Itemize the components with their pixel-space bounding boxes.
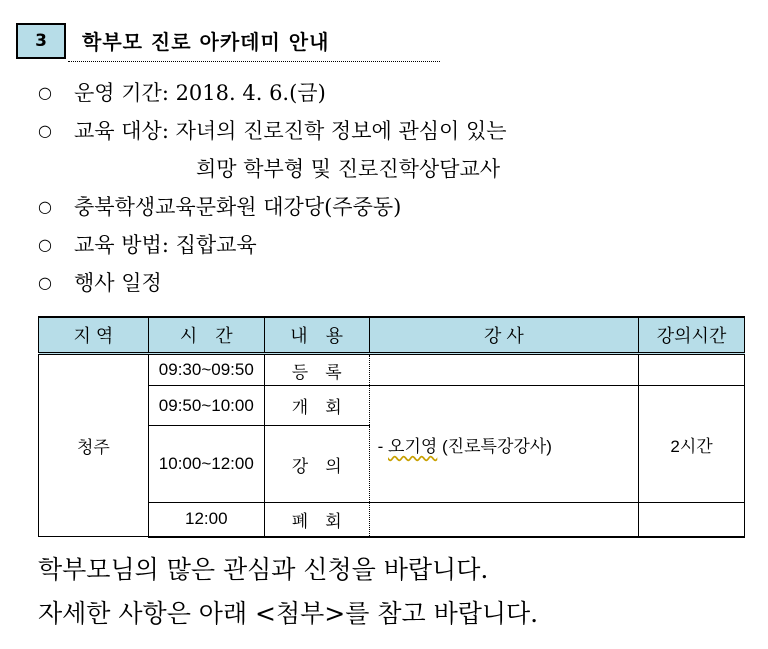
info-item-method [38,230,738,268]
header-instructor: 강 사 [369,317,639,354]
section-number: 3 [16,23,66,59]
info-text: 희망 학부형 및 진로진학상담교사 [196,157,501,181]
bullet-circle-icon: ○ [38,121,52,140]
info-text: 교육 대상: 자녀의 진로진학 정보에 관심이 있는 [74,119,507,143]
region-cell: 청주 [39,354,149,537]
info-item-target-continued [38,154,738,192]
time-cell: 12:00 [148,503,264,537]
bullet-circle-icon: ○ [38,235,52,254]
header-duration: 강의시간 [639,317,745,354]
info-text: 교육 방법: 집합교육 [74,233,257,257]
info-item-schedule [38,268,738,306]
bullet-circle-icon: ○ [38,83,52,102]
info-text: 행사 일정 [74,271,162,295]
info-text: 운영 기간: 2018. 4. 6.(금) [74,81,326,105]
closing-line: 자세한 사항은 아래 <첨부>를 참고 바랍니다. [38,599,539,628]
title-underline [68,61,440,62]
info-list [38,78,738,306]
time-cell: 09:30~09:50 [148,354,264,386]
duration-cell: 2시간 [639,386,745,503]
closing-message [38,548,538,636]
header-content: 내 용 [264,317,369,354]
section-title: 학부모 진로 아카데미 안내 [82,30,330,54]
content-cell: 개 회 [264,386,369,426]
instructor-cell-empty [369,354,639,386]
instructor-name: 오기영 [388,436,438,456]
content-cell: 폐 회 [264,503,369,537]
info-item-venue [38,192,738,230]
info-text: 충북학생교육문화원 대강당(주중동) [74,195,402,219]
info-item-target [38,116,738,154]
time-cell: 10:00~12:00 [148,426,264,503]
section-header [16,23,440,63]
closing-line: 학부모님의 많은 관심과 신청을 바랍니다. [38,555,489,584]
content-cell: 강 의 [264,426,369,503]
info-item-period [38,78,738,116]
time-cell: 09:50~10:00 [148,386,264,426]
header-region: 지 역 [39,317,149,354]
bullet-circle-icon: ○ [38,197,52,216]
duration-cell-empty [639,354,745,386]
bullet-circle-icon: ○ [38,273,52,292]
instructor-cell-empty [369,503,639,537]
instructor-prefix: - [377,436,389,456]
instructor-cell [369,386,639,503]
schedule-table [38,316,745,538]
duration-cell-empty [639,503,745,537]
table-header-row [39,317,745,354]
content-cell: 등 록 [264,354,369,386]
table-row [39,354,745,386]
instructor-role: (진로특강강사) [437,436,552,456]
header-time: 시 간 [148,317,264,354]
